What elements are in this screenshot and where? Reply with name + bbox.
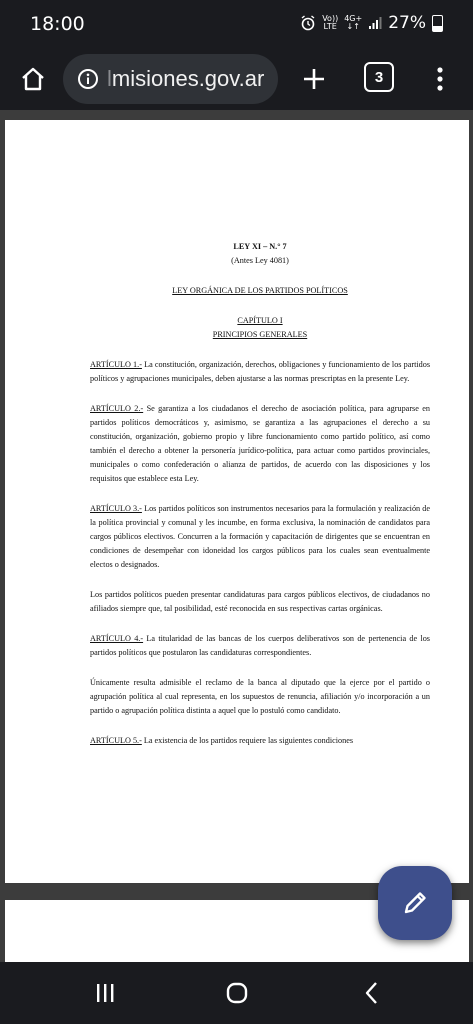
alarm-icon (300, 15, 316, 31)
law-subtitle: (Antes Ley 4081) (231, 256, 289, 265)
pencil-icon (401, 889, 429, 917)
status-time: 18:00 (30, 13, 85, 35)
article-text: La constitución, organización, derechos, obligaciones y funcionamiento de los partidos políticos y agrupaciones municipales, deben ajustarse a las normas prescriptas en la presente Ley. (90, 360, 431, 383)
article-paragraph (90, 502, 430, 572)
edit-button[interactable] (378, 866, 452, 940)
info-icon[interactable] (77, 68, 99, 90)
article-text: Los partidos políticos pueden presentar candidaturas para cargos públicos electivos, de ciudadanos no afiliados siempre que, tal posibilidad, esté reconocida en sus respectivas cartas orgánicas. (90, 590, 430, 613)
network-indicator: 4G+ ↓↑ (344, 14, 363, 31)
signal-icon (368, 16, 382, 30)
article-label: ARTÍCULO 3.- (90, 504, 142, 513)
nav-home-button[interactable] (220, 978, 254, 1008)
recents-button[interactable] (88, 978, 122, 1008)
battery-percent: 27% (388, 13, 426, 33)
article-paragraph (90, 358, 430, 386)
back-button[interactable] (355, 978, 389, 1008)
article-label: ARTÍCULO 2.- (90, 404, 144, 413)
recents-icon (94, 982, 116, 1004)
back-icon (362, 981, 382, 1005)
article-paragraph (90, 632, 430, 660)
status-bar (0, 0, 473, 48)
new-tab-button[interactable] (296, 60, 332, 98)
document-page (5, 120, 469, 883)
address-bar[interactable] (63, 54, 278, 104)
chapter-title: CAPÍTULO I (237, 316, 283, 325)
system-nav-bar (0, 962, 473, 1024)
article-label: ARTÍCULO 1.- (90, 360, 142, 369)
more-vert-icon (437, 67, 443, 91)
article-text: La existencia de los partidos requiere las siguientes condiciones (141, 736, 354, 745)
article-text: Los partidos políticos son instrumentos necesarios para la formulación y realización de la política provincial y comunal y les incumbe, en forma exclusiva, la nominación de candidatos para cargos públicos electivos. Concurren a la formación y capacitación de dirigentes que se encuentran en condiciones de desempeñar con idoneidad los cargos públicos para los cuales sean eventualmente electos o designados. (90, 504, 431, 569)
document-body (90, 240, 430, 748)
article-paragraph (90, 676, 430, 718)
plus-icon (302, 67, 326, 91)
tab-switcher-button[interactable]: 3 (364, 62, 394, 92)
battery-icon (432, 15, 443, 32)
article-label: ARTÍCULO 4.- (90, 634, 144, 643)
more-menu-button[interactable] (428, 60, 452, 98)
nav-home-icon (225, 981, 249, 1005)
home-button[interactable] (14, 60, 52, 98)
law-name: LEY ORGÁNICA DE LOS PARTIDOS POLÍTICOS (172, 286, 348, 295)
law-title: LEY XI – N.° 7 (233, 242, 287, 251)
article-paragraph (90, 734, 430, 748)
article-paragraph (90, 402, 430, 486)
status-icons (300, 13, 443, 33)
volte-indicator: Vo)) LTE (322, 14, 339, 31)
document-viewer[interactable] (0, 110, 473, 962)
chapter-name: PRINCIPIOS GENERALES (212, 330, 308, 339)
article-text: Únicamente resulta admisible el reclamo de la banca al diputado que la ejerce por el partido o agrupación política al cual representa, en los supuestos de renuncia, afiliación y/o incorporación a un partido o agrupación política distinta a aquel que lo postuló como candidato. (90, 678, 430, 715)
article-text: Se garantiza a los ciudadanos el derecho de asociación política, para agruparse en partidos políticos democráticos y, asimismo, se garantiza a las agrupaciones el derecho a su constitución, organización, gobierno propio y libre funcionamiento como partido político, así como también el derecho a obtener la personería jurídico-política, para actuar como partidos provinciales, municipales o como confederación o alianza de partidos, de acuerdo con las disposiciones y los requisitos que establece esta Ley. (90, 404, 430, 483)
home-icon (20, 66, 46, 92)
url-text[interactable]: lmisiones.gov.ar (107, 66, 265, 91)
paragraph-list (90, 358, 430, 748)
browser-toolbar (0, 48, 473, 110)
article-text: La titularidad de las bancas de los cuerpos deliberativos son de pertenencia de los partidos políticos que postularon las candidaturas correspondientes. (90, 634, 430, 657)
article-label: ARTÍCULO 5.- (90, 736, 142, 745)
article-paragraph (90, 588, 430, 616)
